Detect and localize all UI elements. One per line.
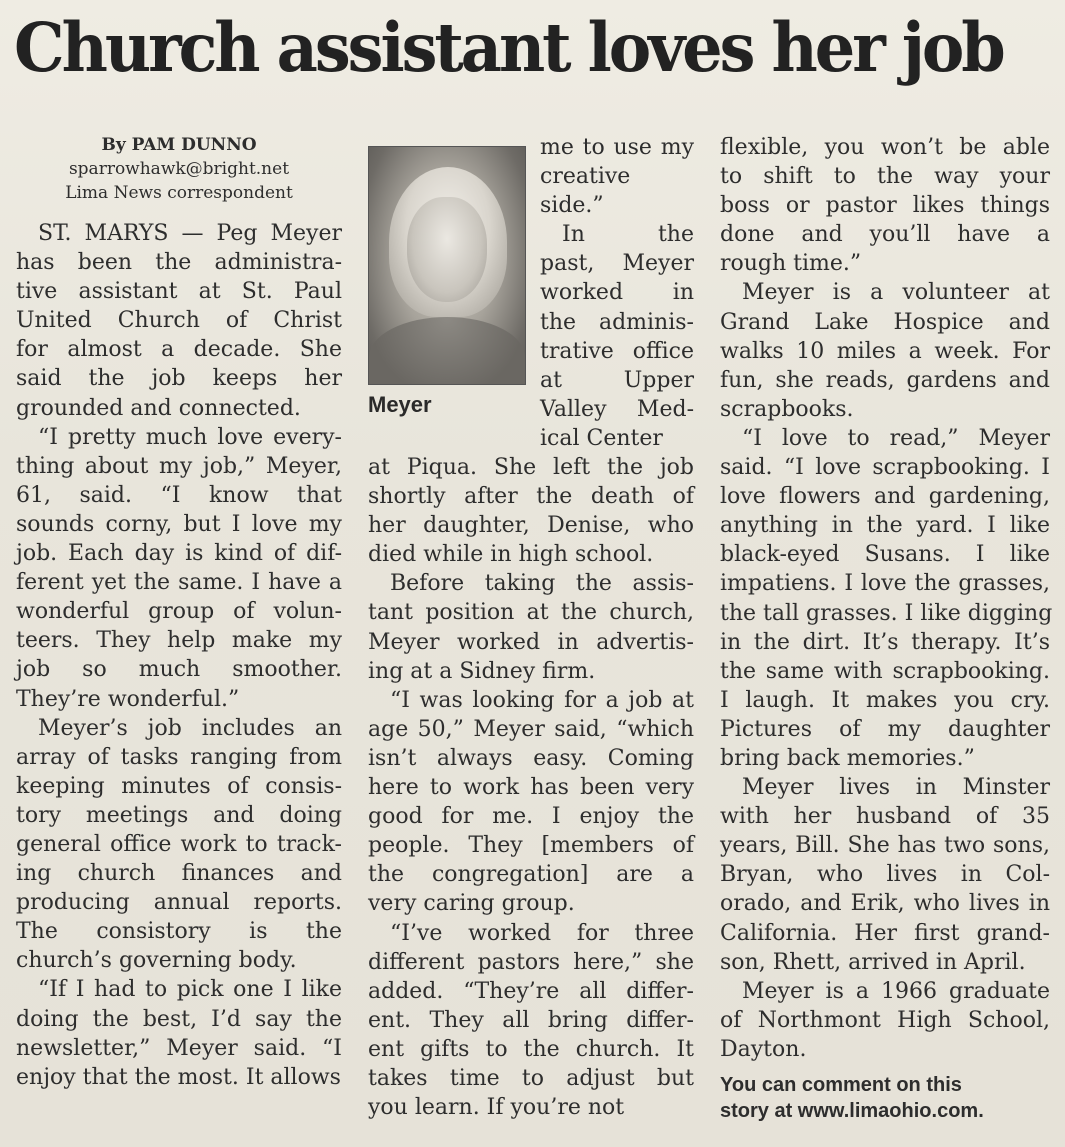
article-line: Meyer lives in Minster (742, 775, 1050, 801)
byline (16, 133, 342, 205)
article-line: thing about my job,” Meyer, (16, 453, 342, 479)
article-line: array of tasks ranging from (16, 744, 342, 770)
article-line: age 50,” Meyer said, “which (368, 716, 694, 742)
article-line: Bryan, who lives in Col- (720, 862, 1050, 888)
article-line: Grand Lake Hospice and (720, 309, 1050, 335)
article-line: the congregation] are a (368, 862, 694, 888)
article-line: fun, she reads, gardens and (720, 367, 1050, 393)
column-2-top-text (540, 133, 694, 453)
article-line: son, Rhett, arrived in April. (720, 949, 1026, 975)
comment-note-line: You can comment on this (720, 1074, 962, 1096)
article-line: impatiens. I love the grasses, (720, 571, 1050, 597)
article-line: me to use my (540, 135, 694, 160)
article-line: United Church of Christ (16, 308, 342, 334)
article-line: keeping minutes of consis- (16, 773, 342, 799)
article-line: Before taking the assis- (390, 571, 694, 597)
article-line: at Piqua. She left the job (368, 455, 694, 480)
photo-caption: Meyer (368, 392, 432, 417)
byline-role: Lima News correspondent (65, 183, 293, 203)
meyer-photo (368, 146, 526, 385)
article-line: They’re wonderful.” (16, 686, 240, 712)
article-line: in the dirt. It’s therapy. It’s (720, 629, 1050, 655)
column-1-text (16, 219, 342, 1092)
article-line: tant position at the church, (368, 600, 694, 626)
byline-email: sparrowhawk@bright.net (68, 159, 290, 179)
article-line: side.” (540, 193, 604, 219)
headline: Church assistant loves her job (14, 8, 1003, 87)
article-line: shortly after the death of (368, 484, 694, 510)
article-line: ical Center (540, 425, 663, 451)
article-line: Pictures of my daughter (720, 716, 1050, 742)
article-line: done and you’ll have a (720, 222, 1050, 248)
article-line: rough time.” (720, 251, 862, 277)
article-line: producing annual reports. (16, 890, 342, 916)
article-line: sounds corny, but I love my (16, 511, 342, 537)
article-line: doing the best, I’d say the (16, 1006, 342, 1032)
article-line: wonderful group of volun- (16, 599, 342, 625)
article-line: “I love to read,” Meyer (742, 425, 1050, 451)
article-column-2 (368, 453, 694, 1122)
article-line: California. Her first grand- (720, 920, 1050, 946)
article-line: 61, said. “I know that (16, 482, 342, 508)
article-line: Meyer worked in advertis- (368, 629, 694, 655)
article-line: black-eyed Susans. I like (720, 542, 1050, 568)
article-line: Valley Med- (540, 396, 694, 422)
article-line: Meyer’s job includes an (38, 715, 342, 741)
article-line: I laugh. It makes you cry. (720, 687, 1050, 713)
article-line: creative (540, 164, 631, 190)
article-line: general office work to track- (16, 831, 342, 857)
article-line: ST. MARYS — Peg Meyer (38, 221, 342, 246)
article-line: flexible, you won’t be able (720, 135, 1050, 160)
article-line: has been the administra- (16, 250, 342, 276)
article-column-2-top (540, 133, 694, 453)
article-line: the same with scrapbooking. (720, 658, 1050, 684)
photo-shoulders (369, 317, 525, 385)
article-line: you learn. If you’re not (368, 1095, 625, 1121)
article-line: Dayton. (720, 1036, 807, 1062)
column-3-text (720, 133, 1053, 1064)
article-line: ferent yet the same. I have a (16, 570, 342, 596)
article-line: very caring group. (368, 891, 575, 917)
article-line: job so much smoother. (16, 657, 342, 683)
column-2-text (368, 453, 694, 1122)
article-line: grounded and connected. (16, 395, 301, 421)
byline-author: By PAM DUNNO (101, 135, 257, 155)
article-line: takes time to adjust but (368, 1065, 694, 1091)
article-line: at Upper (540, 367, 694, 393)
article-line: people. They [members of (368, 833, 694, 859)
article-column-1 (16, 133, 342, 1092)
article-line: ing church finances and (16, 861, 342, 887)
article-line: died while in high school. (368, 542, 654, 568)
article-line: “I was looking for a job at (390, 687, 694, 713)
article-line: “I pretty much love every- (38, 424, 342, 450)
article-line: past, Meyer (540, 251, 694, 277)
article-line: Meyer is a 1966 graduate (742, 978, 1050, 1004)
article-line: “If I had to pick one I like (38, 977, 342, 1003)
article-line: orado, and Erik, who lives in (720, 891, 1050, 917)
article-line: enjoy that the most. It allows (16, 1064, 341, 1090)
article-line: different pastors here,” she (368, 949, 694, 975)
comment-note-line: story at www.limaohio.com. (720, 1100, 984, 1122)
article-line: love flowers and gardening, (720, 484, 1050, 510)
article-line: church’s governing body. (16, 948, 297, 974)
article-line: ent gifts to the church. It (368, 1036, 694, 1062)
article-line: walks 10 miles a week. For (720, 338, 1050, 364)
article-line: here to work has been very (368, 775, 694, 801)
article-line: added. “They’re all differ- (368, 978, 694, 1004)
article-line: ing at a Sidney firm. (368, 658, 596, 684)
article-line: to shift to the way your (720, 164, 1050, 190)
article-line: with her husband of 35 (720, 804, 1050, 830)
article-line: said. “I love scrapbooking. I (720, 455, 1050, 481)
article-line: bring back memories.” (720, 745, 975, 771)
article-line: years, Bill. She has two sons, (720, 833, 1050, 859)
article-line: tory meetings and doing (16, 802, 342, 828)
article-line: said the job keeps her (16, 366, 342, 392)
article-line: the tall grasses. I like digging (720, 600, 1053, 626)
article-column-3 (720, 133, 1053, 1124)
article-line: scrapbooks. (720, 396, 854, 422)
article-line: the adminis- (540, 309, 694, 335)
article-line: “I’ve worked for three (390, 920, 694, 946)
article-line: isn’t always easy. Coming (368, 745, 694, 771)
article-line: teers. They help make my (16, 628, 342, 654)
article-line: tive assistant at St. Paul (16, 279, 342, 305)
article-line: anything in the yard. I like (720, 513, 1050, 539)
article-line: newsletter,” Meyer said. “I (16, 1035, 342, 1061)
article-line: boss or pastor likes things (720, 193, 1050, 219)
article-line: ent. They all bring differ- (368, 1007, 694, 1033)
article-line: for almost a decade. She (16, 337, 342, 363)
article-line: good for me. I enjoy the (368, 804, 694, 830)
article-line: job. Each day is kind of dif- (16, 541, 342, 567)
comment-note (720, 1072, 1050, 1124)
photo-face (407, 197, 487, 302)
article-line: trative office (540, 338, 694, 364)
article-line: worked in (540, 280, 694, 306)
article-line: her daughter, Denise, who (368, 513, 694, 539)
article-line: of Northmont High School, (720, 1007, 1050, 1033)
article-line: In the (562, 222, 694, 248)
article-line: The consistory is the (16, 919, 342, 945)
article-line: Meyer is a volunteer at (742, 280, 1050, 306)
